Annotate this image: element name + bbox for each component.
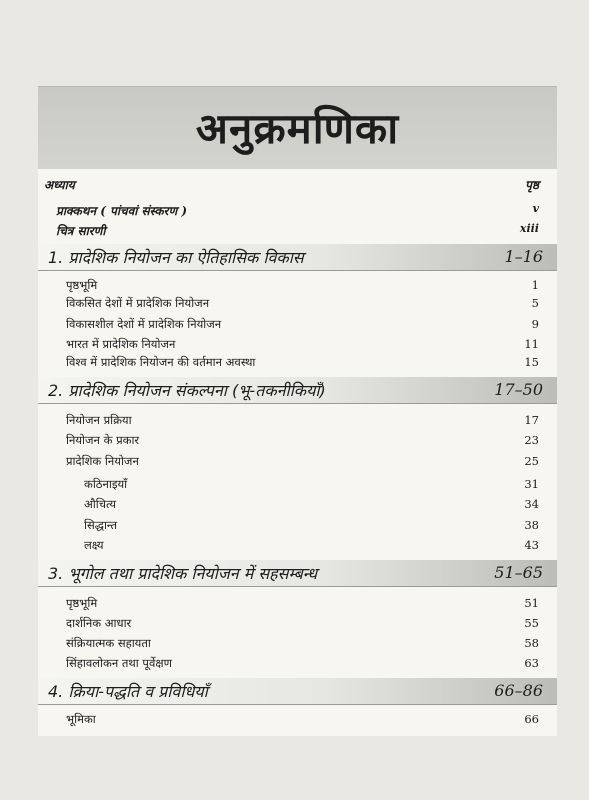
page-column-label: पृष्ठ xyxy=(525,178,539,192)
entry-page: 34 xyxy=(524,497,539,511)
entry-label: औचित्य xyxy=(84,497,117,511)
entry-label: नियोजन के प्रकार xyxy=(66,433,140,447)
entry-page: 66 xyxy=(524,712,539,726)
chapter-title: 4. क्रिया-पद्धति व प्रविधियाँ xyxy=(48,682,208,701)
chapter-title: 3. भूगोल तथा प्रादेशिक नियोजन में सहसम्बन्ध xyxy=(48,564,318,583)
entry-label: संक्रियात्मक सहायता xyxy=(66,636,151,650)
entry-label: कठिनाइयाँ xyxy=(84,477,128,491)
entry-page: 38 xyxy=(524,518,539,532)
entry-label: विश्व में प्रादेशिक नियोजन की वर्तमान अवस्था xyxy=(66,355,256,369)
entry-label: विकसित देशों में प्रादेशिक नियोजन xyxy=(66,296,210,310)
entry-label: पृष्ठभूमि xyxy=(66,278,98,292)
entry-page: 17 xyxy=(524,413,539,427)
entry-label: सिद्धान्त xyxy=(84,518,118,532)
chapter-pages: 17–50 xyxy=(494,380,543,399)
entry-page: 51 xyxy=(524,596,539,610)
entry-label: पृष्ठभूमि xyxy=(66,596,98,610)
chapter-title: 1. प्रादेशिक नियोजन का ऐतिहासिक विकास xyxy=(48,248,304,267)
entry-label: भूमिका xyxy=(66,712,96,726)
entry-page: 5 xyxy=(531,296,539,310)
entry-label: भारत में प्रादेशिक नियोजन xyxy=(66,337,176,351)
title-band xyxy=(38,86,557,169)
entry-page: 31 xyxy=(524,477,539,491)
chapter-heading xyxy=(38,678,557,705)
entry-label: सिंहावलोकन तथा पूर्वेक्षण xyxy=(66,656,172,670)
entry-page: 63 xyxy=(524,656,539,670)
entry-page: 23 xyxy=(524,433,539,447)
entry-label: नियोजन प्रक्रिया xyxy=(66,413,132,427)
entry-label: दार्शनिक आधार xyxy=(66,616,132,630)
page-title: अनुक्रमणिका xyxy=(195,104,400,153)
entry-page: 11 xyxy=(524,337,539,351)
entry-page: 55 xyxy=(524,616,539,630)
entry-page: 58 xyxy=(524,636,539,650)
chapter-pages: 51–65 xyxy=(494,563,543,582)
prelim-label: चित्र सारणी xyxy=(56,224,106,238)
chapter-heading xyxy=(38,560,557,587)
chapter-pages: 1–16 xyxy=(504,247,543,266)
prelim-label: प्राक्कथन ( पांचवां संस्करण ) xyxy=(56,204,187,218)
entry-page: 9 xyxy=(531,317,539,331)
chapter-heading xyxy=(38,377,557,404)
prelim-page: xiii xyxy=(519,222,539,235)
entry-label: प्रादेशिक नियोजन xyxy=(66,454,139,468)
entry-label: लक्ष्य xyxy=(84,538,104,552)
chapter-heading xyxy=(38,244,557,271)
entry-label: विकासशील देशों में प्रादेशिक नियोजन xyxy=(66,317,222,331)
chapter-title: 2. प्रादेशिक नियोजन संकल्पना (भू-तकनीकियाँ) xyxy=(48,381,326,400)
book-page xyxy=(38,86,557,736)
prelim-page: v xyxy=(532,202,539,215)
chapter-pages: 66–86 xyxy=(494,681,543,700)
chapter-column-label: अध्याय xyxy=(44,178,75,192)
entry-page: 43 xyxy=(524,538,539,552)
entry-page: 25 xyxy=(524,454,539,468)
entry-page: 15 xyxy=(524,355,539,369)
entry-page: 1 xyxy=(531,278,539,292)
